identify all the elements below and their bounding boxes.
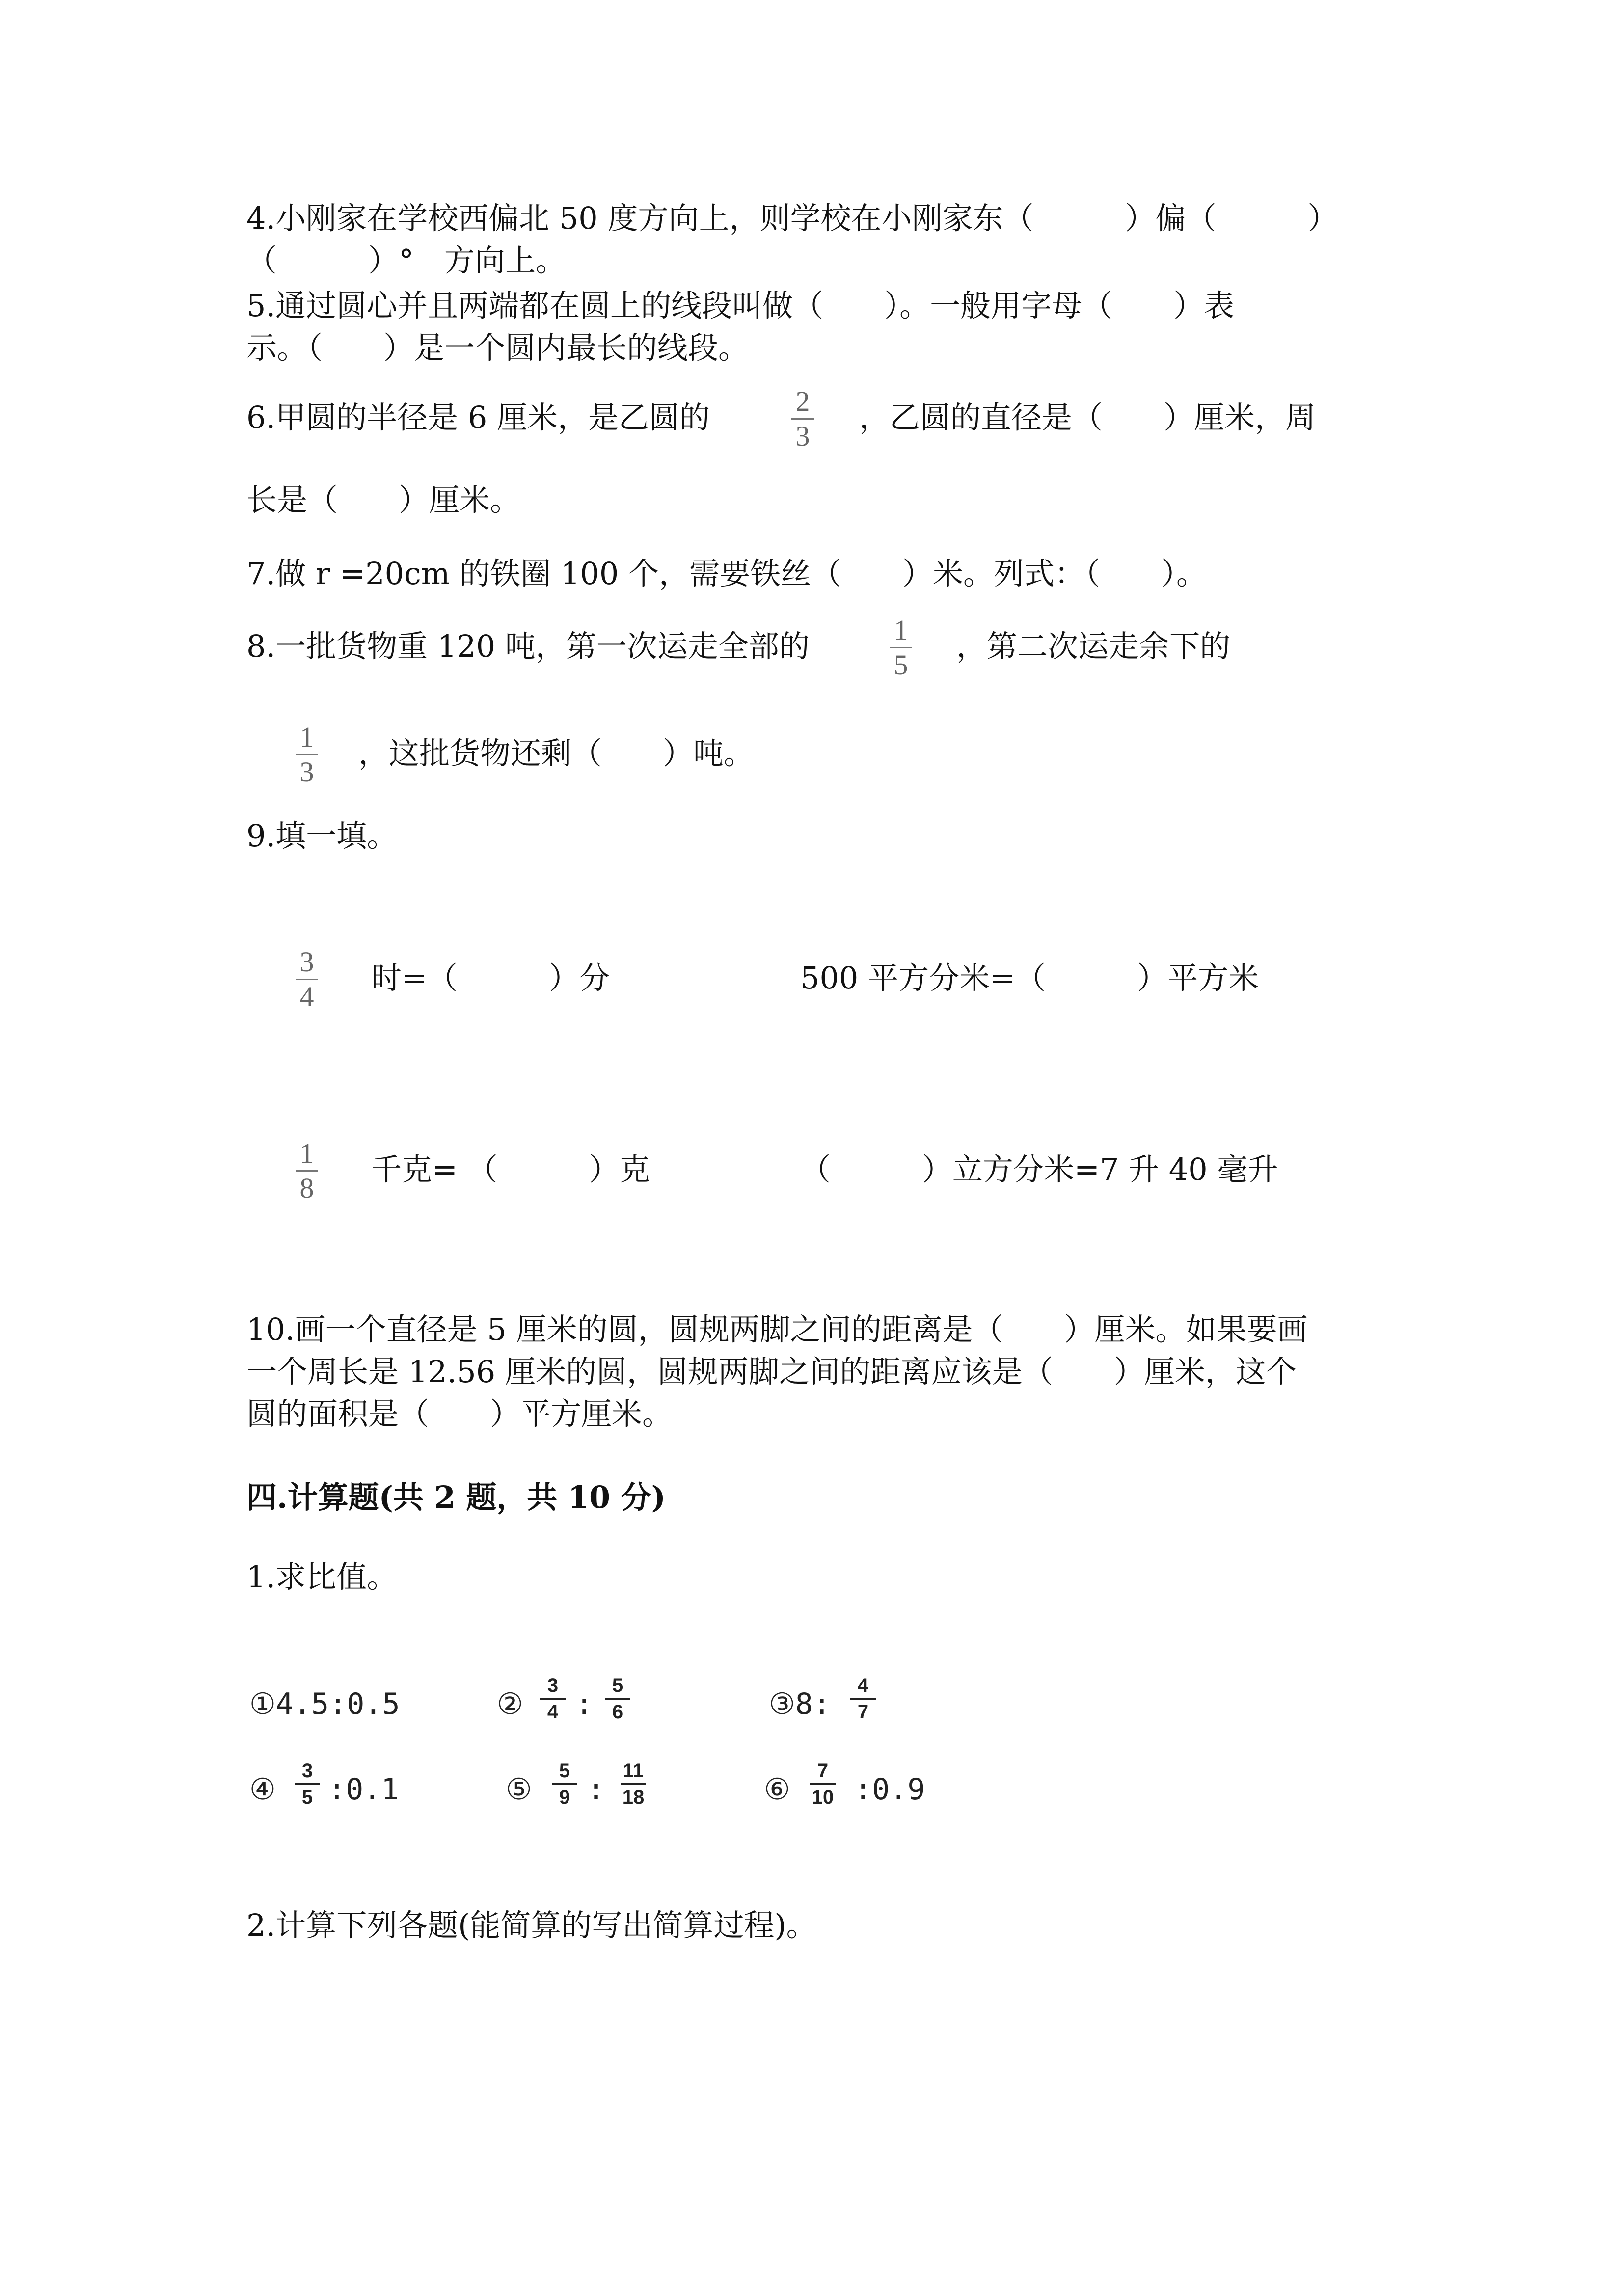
fraction-numerator: 11: [623, 1760, 644, 1782]
q9-title: 9.填一填。: [246, 818, 398, 854]
fraction-denominator: 10: [812, 1787, 834, 1808]
ratio-item-6-fraction: [810, 1760, 836, 1808]
ratio-item-6-tail: :0.9: [854, 1772, 925, 1807]
fraction-denominator: 9: [559, 1787, 570, 1808]
q8-text-part3: ，这批货物还剩（ ）吨。: [358, 735, 755, 771]
ratio-item-3-fraction: [850, 1675, 876, 1723]
fraction-bar: [791, 418, 814, 420]
q6-text-part1: 6.甲圆的半径是 6 厘米，是乙圆的: [246, 400, 710, 435]
fraction-bar: [296, 979, 318, 980]
ratio-item-2-fraction-2: [605, 1675, 630, 1723]
fraction-bar: [890, 647, 912, 648]
fraction-bar: [296, 1170, 318, 1172]
fraction-numerator: 7: [817, 1760, 829, 1782]
q8-text-part1: 8.一批货物重 120 吨，第一次运走全部的: [246, 628, 810, 664]
fraction-denominator: 3: [299, 756, 314, 788]
q6-line-2: 长是（ ）厘米。: [246, 482, 521, 518]
q10-line-1: 10.画一个直径是 5 厘米的圆，圆规两脚之间的距离是（ ）厘米。如果要画: [246, 1311, 1308, 1347]
q7-line-1: 7.做 r =20cm 的铁圈 100 个，需要铁丝（ ）米。列式：（ ）。: [246, 556, 1207, 591]
q8-fraction-1: [890, 614, 912, 681]
fraction-numerator: 3: [299, 946, 314, 978]
fraction-bar: [296, 754, 318, 755]
q6-text-part2: ，乙圆的直径是（ ）厘米，周: [859, 400, 1316, 435]
q8-fraction-2: [296, 721, 318, 788]
ratio-item-3-mark: ③8:: [769, 1687, 831, 1721]
ratio-item-2-sep: :: [575, 1687, 594, 1721]
fraction-numerator: 1: [299, 721, 314, 753]
ratio-item-5-fraction-1: [552, 1760, 577, 1808]
q10-line-3: 圆的面积是（ ）平方厘米。: [246, 1396, 673, 1432]
q9-item-a: 时=（ ）分: [371, 960, 610, 996]
calc1-title: 1.求比值。: [246, 1559, 398, 1595]
ratio-item-5-mark: ⑤: [506, 1772, 532, 1807]
ratio-item-5-fraction-2: [621, 1760, 646, 1808]
ratio-item-2-fraction-1: [540, 1675, 566, 1723]
q10-line-2: 一个周长是 12.56 厘米的圆，圆规两脚之间的距离应该是（ ）厘米，这个: [246, 1354, 1297, 1389]
calc2-title: 2.计算下列各题(能简算的写出简算过程)。: [246, 1907, 817, 1943]
q6-fraction: [791, 386, 814, 452]
ratio-item-4-mark: ④: [249, 1772, 276, 1807]
fraction-bar: [850, 1698, 876, 1700]
q9-item-b: 500 平方分米=（ ）平方米: [800, 960, 1259, 996]
q9-item-d: （ ）立方分米=7 升 40 毫升: [800, 1151, 1278, 1187]
ratio-item-5-sep: :: [587, 1772, 605, 1807]
fraction-bar: [621, 1783, 646, 1785]
fraction-numerator: 3: [301, 1760, 313, 1782]
q5-line-1: 5.通过圆心并且两端都在圆上的线段叫做（ ）。一般用字母（ ）表: [246, 288, 1235, 323]
fraction-denominator: 7: [857, 1701, 869, 1723]
fraction-bar: [810, 1783, 836, 1785]
fraction-denominator: 8: [299, 1172, 314, 1204]
q4-line-1: 4.小刚家在学校西偏北 50 度方向上，则学校在小刚家东（ ）偏（ ）: [246, 200, 1338, 236]
fraction-denominator: 18: [622, 1787, 645, 1808]
q8-text-part2: ，第二次运走余下的: [956, 628, 1231, 664]
fraction-bar: [540, 1698, 566, 1700]
fraction-denominator: 4: [547, 1701, 559, 1723]
fraction-numerator: 1: [893, 614, 908, 646]
ratio-item-6-mark: ⑥: [764, 1772, 790, 1807]
fraction-denominator: 5: [301, 1787, 313, 1808]
ratio-item-2-mark: ②: [497, 1687, 523, 1721]
fraction-numerator: 1: [299, 1137, 314, 1169]
ratio-item-1: ①4.5:0.5: [249, 1687, 400, 1721]
fraction-numerator: 4: [857, 1675, 869, 1696]
section-heading: 四.计算题(共 2 题，共 10 分): [246, 1479, 666, 1515]
q5-line-2: 示。（ ）是一个圆内最长的线段。: [246, 330, 749, 366]
fraction-numerator: 5: [559, 1760, 570, 1782]
q9-item-c: 千克= （ ）克: [371, 1151, 650, 1187]
fraction-numerator: 2: [795, 385, 810, 417]
ratio-item-4-tail: :0.1: [328, 1772, 399, 1807]
fraction-numerator: 3: [547, 1675, 559, 1696]
fraction-bar: [552, 1783, 577, 1785]
q4-line-2: （ ）° 方向上。: [246, 242, 567, 278]
q9-fraction-c: [296, 1138, 318, 1204]
fraction-denominator: 4: [299, 981, 314, 1013]
fraction-numerator: 5: [612, 1675, 623, 1696]
fraction-bar: [605, 1698, 630, 1700]
q9-fraction-a: [296, 946, 318, 1013]
fraction-denominator: 5: [893, 649, 908, 681]
fraction-denominator: 3: [795, 420, 810, 452]
ratio-item-4-fraction: [295, 1760, 320, 1808]
fraction-bar: [295, 1783, 320, 1785]
fraction-denominator: 6: [612, 1701, 623, 1723]
